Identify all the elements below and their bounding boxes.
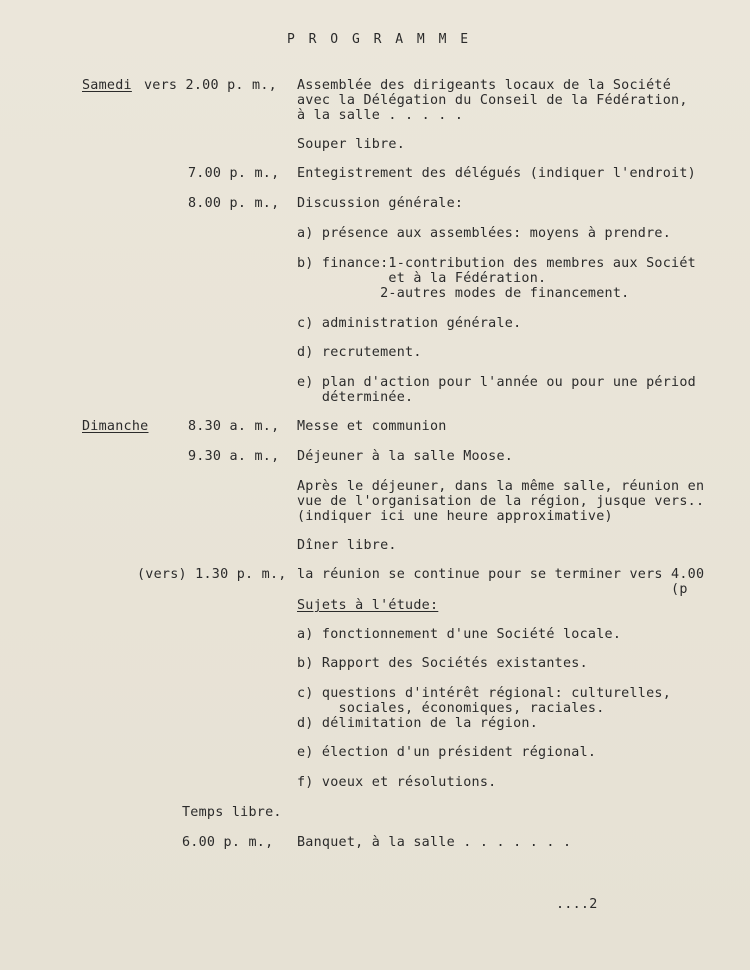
list-item-continuation: sociales, économiques, raciales. [297,701,605,716]
list-item: b) finance:1-contribution des membres aux Sociét [297,256,696,271]
list-item: e) plan d'action pour l'année ou pour une périod [297,375,696,390]
text-line: la réunion se continue pour se terminer vers 4.00 [297,567,705,582]
list-item: a) présence aux assemblées: moyens à prendre. [297,226,672,241]
text-line: Déjeuner à la salle Moose. [297,449,514,464]
page-marker: ....2 [556,897,598,912]
list-item: c) questions d'intérêt régional: culturelles, [297,686,672,701]
subjects-heading: Sujets à l'étude: [297,598,439,613]
text-line: Souper libre. [297,137,406,152]
text-line: Banquet, à la salle . . . . . . . [297,835,572,850]
list-item: d) recrutement. [297,345,422,360]
text-line: (p [297,582,688,597]
list-item: d) délimitation de la région. [297,716,539,731]
time-label: 8.00 p. m., [188,196,280,211]
day-label-saturday: Samedi [82,78,132,93]
text-line: avec la Délégation du Conseil de la Fédération, [297,93,688,108]
list-item: e) élection d'un président régional. [297,745,597,760]
list-item: f) voeux et résolutions. [297,775,497,790]
text-line: Assemblée des dirigeants locaux de la Société [297,78,672,93]
text-line: Après le déjeuner, dans la même salle, réunion en [297,479,705,494]
list-item: b) Rapport des Sociétés existantes. [297,656,588,671]
text-line: Dîner libre. [297,538,397,553]
text-line: Messe et communion [297,419,447,434]
time-label: 7.00 p. m., [188,166,280,181]
list-item-continuation: et à la Fédération. [297,271,547,286]
list-item-continuation: 2-autres modes de financement. [297,286,630,301]
list-item-continuation: déterminée. [297,390,414,405]
text-line: Entegistrement des délégués (indiquer l'endroit) [297,166,696,181]
text-line: à la salle . . . . . [297,108,464,123]
text-line: Discussion générale: [297,196,464,211]
time-label: 9.30 a. m., [188,449,280,464]
text-line: (indiquer ici une heure approximative) [297,509,613,524]
time-label: 8.30 a. m., [188,419,280,434]
list-item: c) administration générale. [297,316,522,331]
list-item: a) fonctionnement d'une Société locale. [297,627,622,642]
day-label-sunday: Dimanche [82,419,149,434]
free-time-label: Temps libre. [182,805,282,820]
text-line: vue de l'organisation de la région, jusque vers.. [297,494,705,509]
time-label: 6.00 p. m., [182,835,274,850]
time-label: (vers) 1.30 p. m., [137,567,287,582]
time-label: vers 2.00 p. m., [144,78,277,93]
page-title: P R O G R A M M E [287,32,472,47]
